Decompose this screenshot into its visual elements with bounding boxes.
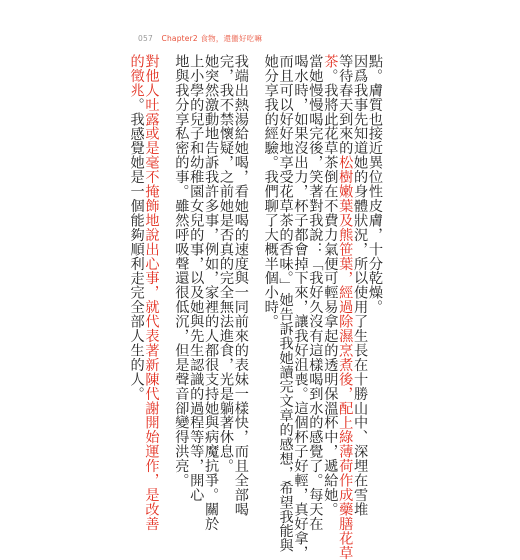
body-text: 點。膚質也接近異位性皮膚，十分乾燥。 [367, 54, 383, 315]
text-column [129, 54, 144, 401]
vertical-text-body [128, 54, 383, 560]
body-text: 而且可以好好地享受花草茶的香味。」她告訴我她讀完文章的感想，希望我能與 [277, 54, 294, 553]
text-column [233, 54, 248, 516]
body-text: 完，我不禁懷疑，之前她是否真的完全無法進食，光是躺著休息。 [218, 54, 234, 474]
text-column [278, 54, 293, 553]
text-column [263, 54, 278, 329]
text-column [367, 54, 382, 314]
body-text: 上小學的兒子和幼稚園女兒的事，以及她與先生認識的過程等等，開心 [188, 54, 205, 502]
body-text: 。我將此花草茶倒在不費力氣便可輕易拿起的透明保溫杯中，遞給她。 [322, 68, 339, 517]
body-text: 地與我分享私密的事。雖然呼吸聲還很低沉，但是聲音卻變得洪亮。 [173, 54, 190, 488]
text-column [293, 54, 308, 560]
highlighted-text: 茶 [322, 54, 339, 69]
highlighted-text: 對他人吐露或是毫不掩飾地說出心事，就代表著新陳代謝開始運作，是改善 [143, 54, 160, 531]
text-column [307, 54, 322, 531]
body-text: 因爲我事先知道她的身體狀況，所以使用了生長在十勝山中、深埋在雪堆 [352, 54, 369, 517]
highlighted-text: 的徵兆 [128, 54, 145, 98]
text-column [218, 54, 233, 473]
body-text: 等待春天到來的 [337, 54, 354, 156]
text-column [144, 54, 159, 531]
text-column [352, 54, 367, 516]
text-column [188, 54, 203, 502]
text-column [337, 54, 352, 560]
text-column [322, 54, 337, 516]
body-text: 她分享我的經驗。我們聊了大概半個小時。 [262, 54, 279, 329]
chapter-title: Chapter2 食物，還蠻好吃嘛 [161, 34, 263, 43]
body-text: 我端出熱湯給她喝，看她喝的速度與一同前來的表妹一樣快，而且全部喝 [232, 54, 249, 517]
running-header [138, 33, 262, 44]
body-text: 她突然激動地告訴我許多事，例如，家裡的人都很支持她與病魔抗爭。關於 [203, 54, 220, 531]
body-text: 喝水時，如果沒出力，杯子都會掉下來，讓我好沮喪。這個杯子好輕，真好拿， [292, 54, 309, 560]
text-column [203, 54, 218, 531]
text-column [173, 54, 188, 488]
body-text: 當她慢慢喝完後，笑著對我說：「我好久沒有這樣喝到水的感覺了。每天在 [307, 54, 324, 531]
body-text: 。我感覺她是一個能夠順利走完全部人生的人。 [128, 97, 145, 401]
highlighted-text: 松樹嫩葉及熊笹葉，經過除濕烹煮後，配上綠薄荷作成藥膳花草 [337, 155, 354, 560]
page-number: 057 [138, 34, 153, 43]
